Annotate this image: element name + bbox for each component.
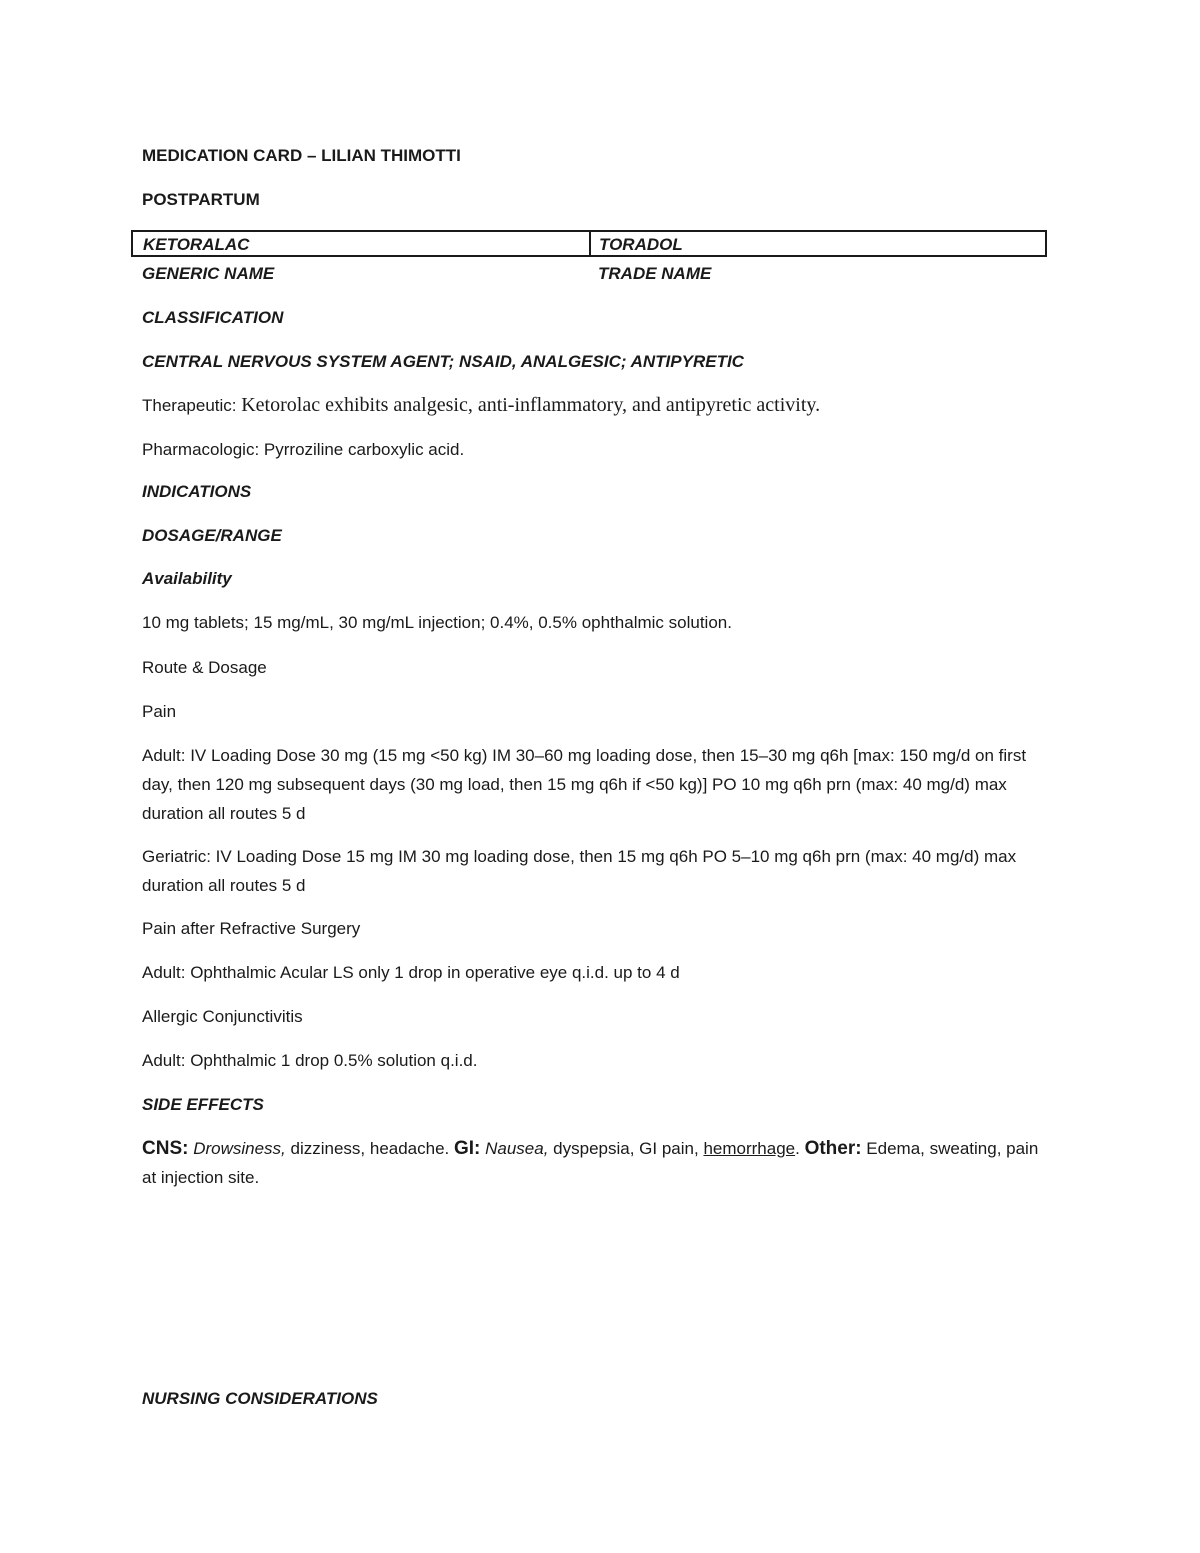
pharmacologic-line <box>142 435 464 464</box>
generic-name-label: GENERIC NAME <box>142 264 275 283</box>
gi-label: GI: <box>454 1138 481 1159</box>
drug-name-table <box>131 230 1047 257</box>
trade-name-label: TRADE NAME <box>598 264 712 283</box>
gi-italic: Nausea, <box>485 1139 549 1158</box>
other-label: Other: <box>804 1138 862 1159</box>
pain-heading: Pain <box>142 702 177 721</box>
cns-rest: dizziness, headache. <box>285 1139 454 1158</box>
therapeutic-text: Ketorolac exhibits analgesic, anti-inflammatory, and antipyretic activity. <box>241 394 821 416</box>
cns-italic: Drowsiness, <box>193 1139 286 1158</box>
gi-rest: dyspepsia, GI pain, <box>548 1139 704 1158</box>
refractive-adult-text: Adult: Ophthalmic Acular LS only 1 drop in operative eye q.i.d. up to 4 d <box>142 963 680 982</box>
refractive-heading: Pain after Refractive Surgery <box>142 919 361 938</box>
indications-heading: INDICATIONS <box>142 482 252 501</box>
trade-name-value: TORADOL <box>589 232 1045 255</box>
conjunctivitis-heading: Allergic Conjunctivitis <box>142 1007 303 1026</box>
conjunctivitis-adult-text: Adult: Ophthalmic 1 drop 0.5% solution q.i.d. <box>142 1051 478 1070</box>
classification-heading: CLASSIFICATION <box>142 308 284 327</box>
side-effects-text <box>142 1134 1052 1192</box>
therapeutic-line <box>142 391 820 420</box>
pharmacologic-text: Pyrroziline carboxylic acid. <box>263 440 465 459</box>
cns-label: CNS: <box>142 1138 189 1159</box>
availability-heading: Availability <box>142 569 232 588</box>
gi-underlined: hemorrhage <box>703 1139 796 1158</box>
availability-text: 10 mg tablets; 15 mg/mL, 30 mg/mL injection; 0.4%, 0.5% ophthalmic solution. <box>142 613 732 632</box>
generic-name-value: KETORALAC <box>143 235 250 254</box>
pain-adult-text: Adult: IV Loading Dose 30 mg (15 mg <50 kg) IM 30–60 mg loading dose, then 15–30 mg q6h [max: 150 mg/d on first day, then 120 mg subsequent days (30 mg load, then 15 mg q6h if <50 kg)] PO 10 mg q6h prn (max: 40 mg/d) max duration all routes 5 d <box>142 746 1027 823</box>
nursing-heading: NURSING CONSIDERATIONS <box>142 1389 378 1408</box>
route-dosage-heading: Route & Dosage <box>142 658 267 677</box>
therapeutic-label: Therapeutic: <box>142 396 237 415</box>
classification-value: CENTRAL NERVOUS SYSTEM AGENT; NSAID, ANALGESIC; ANTIPYRETIC <box>142 352 744 371</box>
name-labels-row <box>142 259 1047 288</box>
other-text: Edema, sweating, pain at injection site. <box>142 1139 1039 1187</box>
side-effects-heading: SIDE EFFECTS <box>142 1095 264 1114</box>
unit-label: POSTPARTUM <box>142 190 260 209</box>
pain-geriatric-text: Geriatric: IV Loading Dose 15 mg IM 30 mg loading dose, then 15 mg q6h PO 5–10 mg q6h prn (max: 40 mg/d) max duration all routes 5 d <box>142 847 1017 895</box>
gi-end: . <box>795 1139 805 1158</box>
pharmacologic-label: Pharmacologic: <box>142 440 260 459</box>
dosage-heading: DOSAGE/RANGE <box>142 526 282 545</box>
card-title: MEDICATION CARD – LILIAN THIMOTTI <box>142 146 461 165</box>
